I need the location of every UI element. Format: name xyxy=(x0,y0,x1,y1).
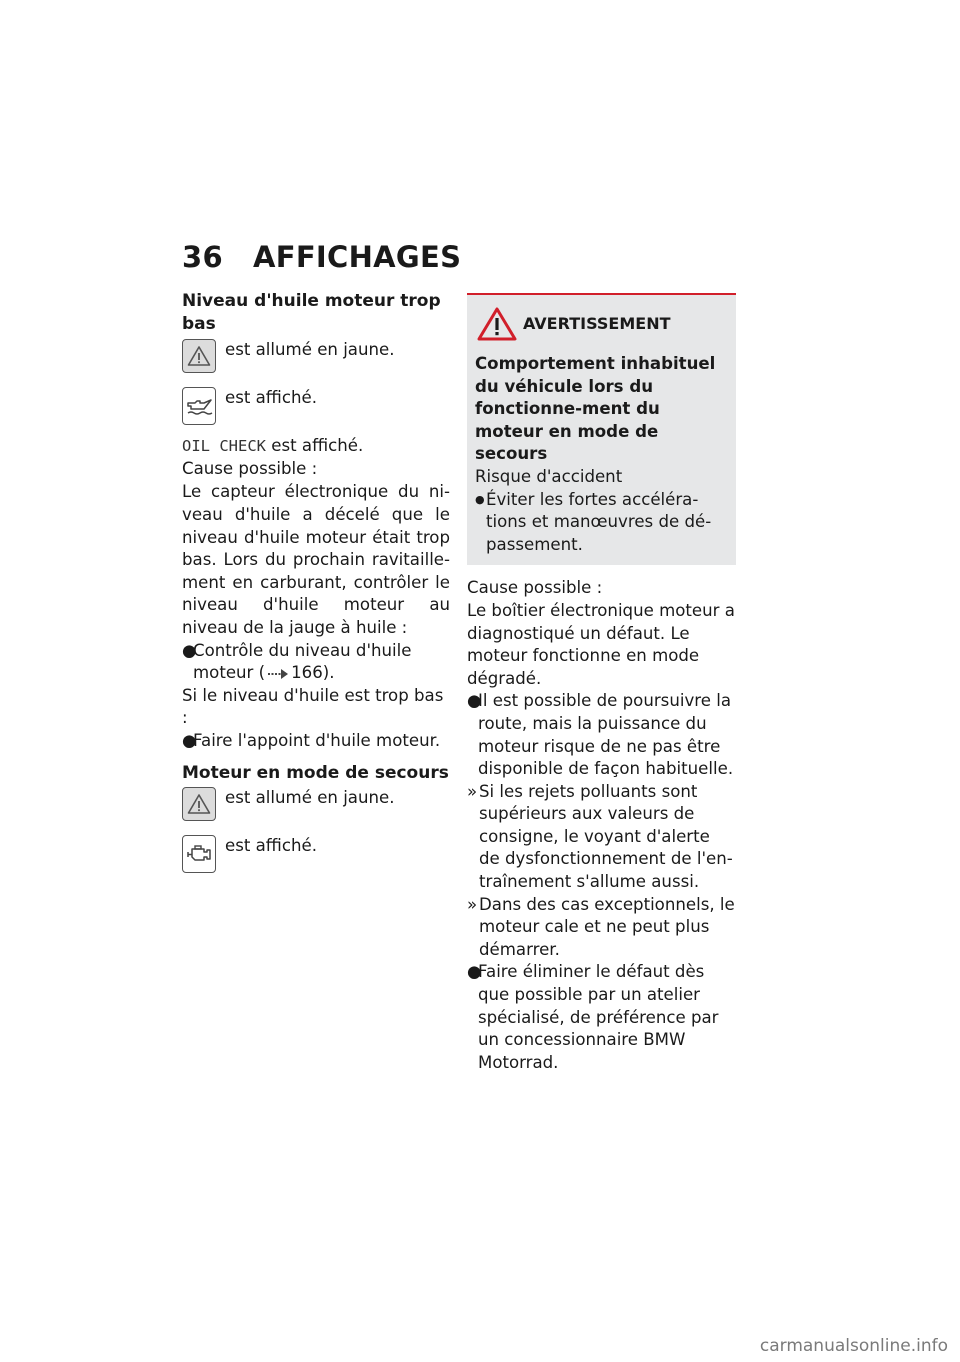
page-number: 36 xyxy=(182,240,223,274)
result-stall: » Dans des cas exceptionnels, le moteur cale et ne peut plus démarrer. xyxy=(467,894,735,962)
cause-label: Cause possible : xyxy=(182,458,318,478)
general-warning-icon xyxy=(182,787,216,821)
oil-check-line xyxy=(182,435,450,458)
result-emissions: » Si les rejets polluants sont supérieurs aux valeurs de consigne, le voyant d'alerte de dysfonctionnement de l'en-traînement s'allume aussi. xyxy=(467,781,735,894)
page-header xyxy=(182,240,461,274)
warning-triangle-icon xyxy=(477,307,517,341)
emergency-mode-heading: Moteur en mode de secours xyxy=(182,762,449,783)
oil-bullet-check: ● Contrôle du niveau d'huile moteur ( 166). xyxy=(182,640,450,685)
oil-level-heading: Niveau d'huile moteur trop bas xyxy=(182,291,441,334)
bullet-dot-icon: ● xyxy=(467,962,482,982)
engine-icon-row xyxy=(182,835,450,873)
cause-paragraph: Le boîtier électronique moteur a diagnostiqué un défaut. Le moteur fonctionne en mode dégradé. xyxy=(467,600,735,688)
warning-header xyxy=(477,307,728,341)
oil-check-text: est affiché. xyxy=(266,436,364,456)
bullet-dot-icon: ● xyxy=(467,691,482,711)
cause-label: Cause possible : xyxy=(467,578,603,598)
warning-risk: Risque d'accident xyxy=(475,466,623,486)
warning-heading: Comportement inhabituel du véhicule lors du fonctionne-ment du moteur en mode de secours xyxy=(475,354,716,464)
emergency-warning-row xyxy=(182,787,450,821)
oil-warning-row xyxy=(182,339,450,373)
bullet-dot-icon: ● xyxy=(475,492,485,506)
oil-can-icon xyxy=(182,387,216,425)
engine-icon-text: est affiché. xyxy=(225,836,317,856)
oil-warning-text: est allumé en jaune. xyxy=(225,340,395,360)
result-arrow-icon: » xyxy=(467,894,478,914)
result-arrow-icon: » xyxy=(467,781,478,801)
bullet-dot-icon: ● xyxy=(182,640,197,660)
right-column xyxy=(467,293,735,1074)
oil-bullet-ref: 166). xyxy=(291,663,335,683)
oil-bullet-top-up: ● Faire l'appoint d'huile moteur. xyxy=(182,730,450,753)
oil-low-text: Si le niveau d'huile est trop bas : xyxy=(182,685,444,728)
oil-can-row xyxy=(182,387,450,425)
oil-cause-paragraph: Le capteur électronique du ni-veau d'huile a décelé que le niveau d'huile moteur était trop bas. Lors du prochain ravitaille-ment en carburant, contrôler le niveau d'huile moteur au niveau de la jauge à huile : xyxy=(182,482,450,637)
emergency-warning-text: est allumé en jaune. xyxy=(225,788,395,808)
bullet-continue: ● Il est possible de poursuivre la route, mais la puissance du moteur risque de ne pas être disponible de façon habituelle. xyxy=(467,690,735,780)
chapter-title: AFFICHAGES xyxy=(252,240,462,274)
engine-check-icon xyxy=(182,835,216,873)
left-column xyxy=(182,290,450,873)
oil-check-code: OIL CHECK xyxy=(182,437,266,456)
page-reference-arrow-icon xyxy=(267,668,289,680)
bullet-workshop: ● Faire éliminer le défaut dès que possible par un atelier spécialisé, de préférence par un concessionnaire BMW Motorrad. xyxy=(467,961,735,1074)
warning-box xyxy=(467,293,736,565)
oil-can-text: est affiché. xyxy=(225,388,317,408)
warning-bullet: ● Éviter les fortes accéléra-tions et manœuvres de dé-passement. xyxy=(475,489,728,557)
bullet-dot-icon: ● xyxy=(182,730,197,750)
general-warning-icon xyxy=(182,339,216,373)
warning-title: AVERTISSEMENT xyxy=(523,313,671,333)
watermark: carmanualsonline.info xyxy=(759,1336,948,1356)
